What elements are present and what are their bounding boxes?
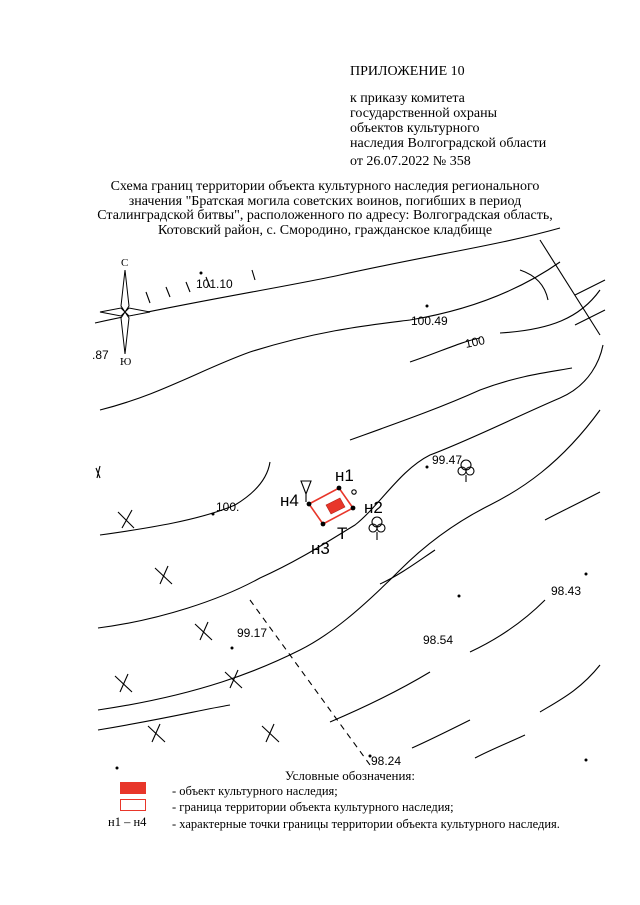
cross-mark <box>96 466 100 478</box>
cross-mark <box>155 566 172 584</box>
heritage-territory <box>307 486 356 527</box>
contour-line <box>330 672 430 722</box>
compass-south-label: Ю <box>120 356 132 368</box>
elevation-label: 99.47 <box>432 453 463 467</box>
point-label-n3: н3 <box>311 539 330 558</box>
contour-line <box>470 600 545 652</box>
contour-line <box>95 228 560 323</box>
boundary-point-n4 <box>307 502 312 507</box>
contour-line <box>475 735 525 758</box>
order-line: наследия Волгоградской области <box>350 136 547 151</box>
elevation-label: 99.17 <box>237 626 268 640</box>
cross-mark <box>115 674 132 692</box>
boundary-point-n2 <box>351 506 356 511</box>
boundary-point-n1 <box>337 486 342 491</box>
contour-line <box>100 262 560 410</box>
cross-mark <box>118 510 134 528</box>
appendix-heading: ПРИЛОЖЕНИЕ 10 <box>350 64 465 79</box>
legend-item-boundary: - граница территории объекта культурного наследия; <box>172 800 454 814</box>
cross-mark <box>195 622 212 640</box>
legend-item-points: - характерные точки границы территории объекта культурного наследия. <box>172 817 560 831</box>
contour-line <box>540 665 600 712</box>
title-line: значения "Братская могила советских воинов, погибших в период <box>128 193 522 209</box>
legend-boundary-swatch <box>120 799 146 811</box>
small-circle-icon <box>352 490 356 494</box>
contour-line <box>380 550 435 584</box>
heritage-object <box>326 498 345 514</box>
order-line: объектов культурного <box>350 121 480 136</box>
legend-object-swatch <box>120 782 146 794</box>
point-label-n2: н2 <box>364 498 383 517</box>
elevation-label: 98.54 <box>423 633 454 647</box>
compass-north-label: С <box>121 257 129 269</box>
title-line: Сталинградской битвы", расположенного по адресу: Волгоградская область, <box>97 208 553 223</box>
tree-icon <box>369 517 385 540</box>
tree-icon <box>301 481 311 502</box>
legend-item-object: - объект культурного наследия; <box>172 784 338 798</box>
order-reference <box>350 91 546 151</box>
elevation-label: 100. <box>216 500 240 514</box>
contour-line <box>98 345 603 628</box>
contour-line <box>98 705 230 730</box>
north-arrow-icon <box>100 270 150 354</box>
contour-value-label: 100 <box>463 333 487 351</box>
boundary-point-n3 <box>321 522 326 527</box>
contour-line <box>350 368 572 440</box>
parcel-boundary <box>575 280 605 295</box>
elevation-label: 98.24 <box>371 754 402 768</box>
title-line: Схема границ территории объекта культурного наследия регионального <box>110 179 540 194</box>
contour-line <box>98 410 600 710</box>
point-label-n4: н4 <box>280 491 299 510</box>
legend-points-symbol: н1 – н4 <box>108 815 147 829</box>
order-line: к приказу комитета <box>350 91 465 106</box>
cross-mark <box>262 724 279 742</box>
legend-title: Условные обозначения: <box>285 768 416 783</box>
elevation-label: 100.49 <box>411 314 448 328</box>
contour-line <box>100 462 270 535</box>
scheme-title <box>60 180 590 238</box>
title-line: Котовский район, с. Смородино, гражданское кладбище <box>157 222 493 238</box>
contour-line <box>545 492 600 520</box>
site-marker-label: Т <box>337 524 348 543</box>
elevation-label: .87 <box>92 348 109 362</box>
point-label-n1: н1 <box>335 466 354 485</box>
section-line <box>250 600 370 765</box>
elevation-label: 98.43 <box>551 584 582 598</box>
order-date: от 26.07.2022 № 358 <box>350 154 471 169</box>
cross-mark <box>148 724 165 742</box>
contour-line <box>412 720 470 748</box>
cross-mark <box>225 670 242 688</box>
contour-line <box>520 270 548 300</box>
order-line: государственной охраны <box>350 106 498 121</box>
elevation-label: 101.10 <box>196 277 233 291</box>
parcel-boundary <box>575 310 605 325</box>
